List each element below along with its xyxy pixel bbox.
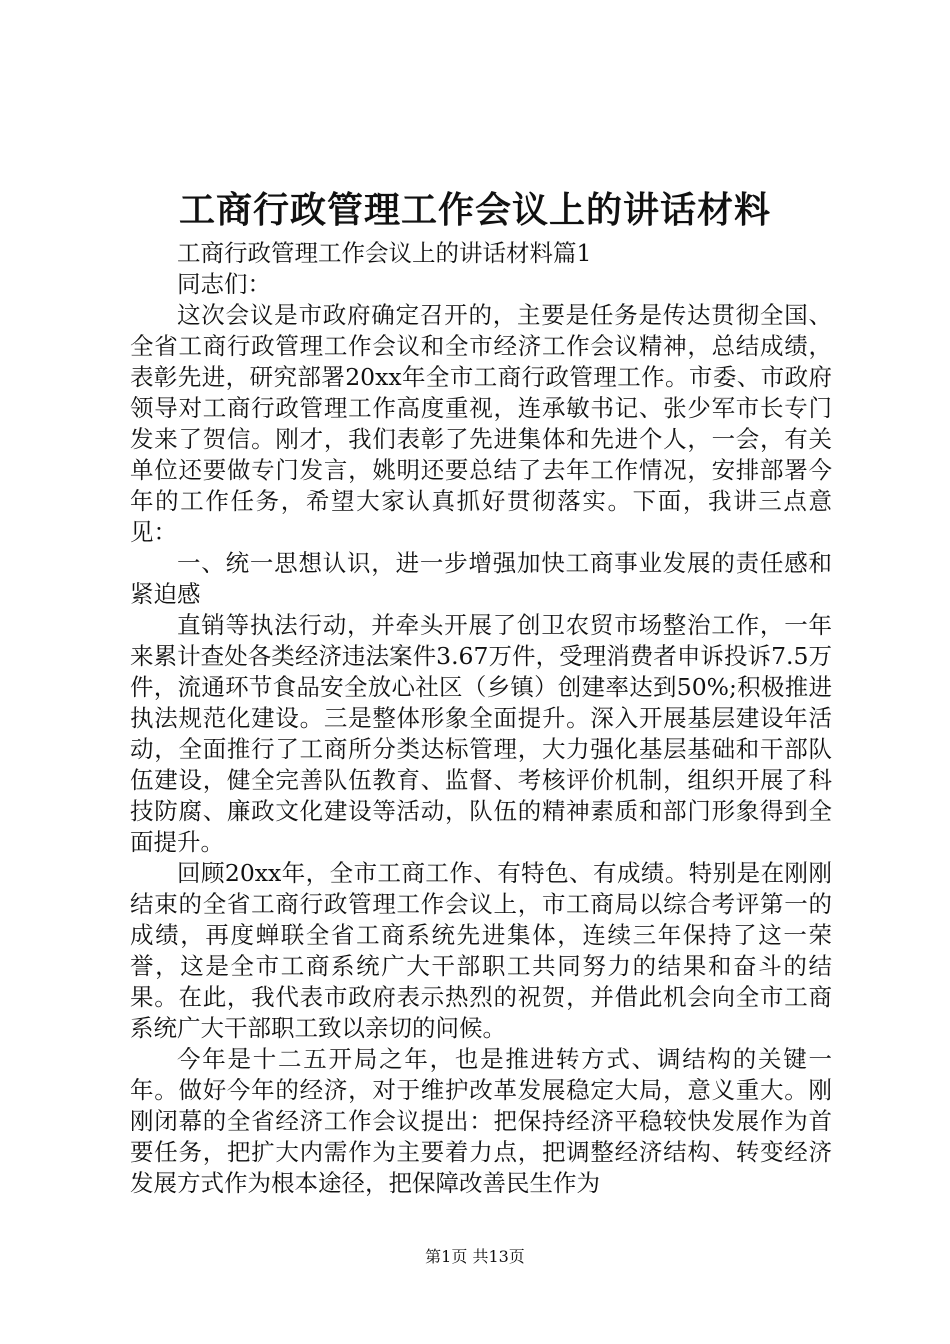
body-paragraph: 回顾20xx年，全市工商工作、有特色、有成绩。特别是在刚刚结束的全省工商行政管理工作会议上，市工商局以综合考评第一的成绩，再度蝉联全省工商系统先进集体，连续三年保持了这一荣誉，这是全市工商系统广大干部职工共同努力的结果和奋斗的结果。在此，我代表市政府表示热烈的祝贺，并借此机会向全市工商系统广大干部职工致以亲切的问候。 xyxy=(130,859,832,1042)
document-title: 工商行政管理工作会议上的讲话材料 xyxy=(178,189,771,231)
body-paragraph: 这次会议是市政府确定召开的，主要是任务是传达贯彻全国、全省工商行政管理工作会议和全市经济工作会议精神，总结成绩，表彰先进，研究部署20xx年全市工商行政管理工作。市委、市政府领导对工商行政管理工作高度重视，连承敏书记、张少军市长专门发来了贺信。刚才，我们表彰了先进集体和先进个人，一会，有关单位还要做专门发言，姚明还要总结了去年工作情况，安排部署今年的工作任务，希望大家认真抓好贯彻落实。下面，我讲三点意见： xyxy=(130,301,832,546)
page-number: 第1页 共13页 xyxy=(425,1247,525,1266)
body-paragraph: 一、统一思想认识，进一步增强加快工商事业发展的责任感和紧迫感 xyxy=(130,549,832,608)
body-paragraph: 直销等执法行动，并牵头开展了创卫农贸市场整治工作，一年来累计查处各类经济违法案件3.67万件，受理消费者申诉投诉7.5万件，流通环节食品安全放心社区（乡镇）创建率达到50%;积极推进执法规范化建设。三是整体形象全面提升。深入开展基层建设年活动，全面推行了工商所分类达标管理，大力强化基层基础和干部队伍建设，健全完善队伍教育、监督、考核评价机制，组织开展了科技防腐、廉政文化建设等活动，队伍的精神素质和部门形象得到全面提升。 xyxy=(130,611,832,856)
document-body xyxy=(130,238,832,1199)
section-heading: 工商行政管理工作会议上的讲话材料篇1 xyxy=(177,239,592,267)
body-paragraph: 今年是十二五开局之年，也是推进转方式、调结构的关键一年。做好今年的经济，对于维护改革发展稳定大局，意义重大。刚刚闭幕的全省经济工作会议提出：把保持经济平稳较快发展作为首要任务，把扩大内需作为主要着力点，把调整经济结构、转变经济发展方式作为根本途径，把保障改善民生作为 xyxy=(130,1045,832,1197)
salutation: 同志们： xyxy=(177,270,271,298)
